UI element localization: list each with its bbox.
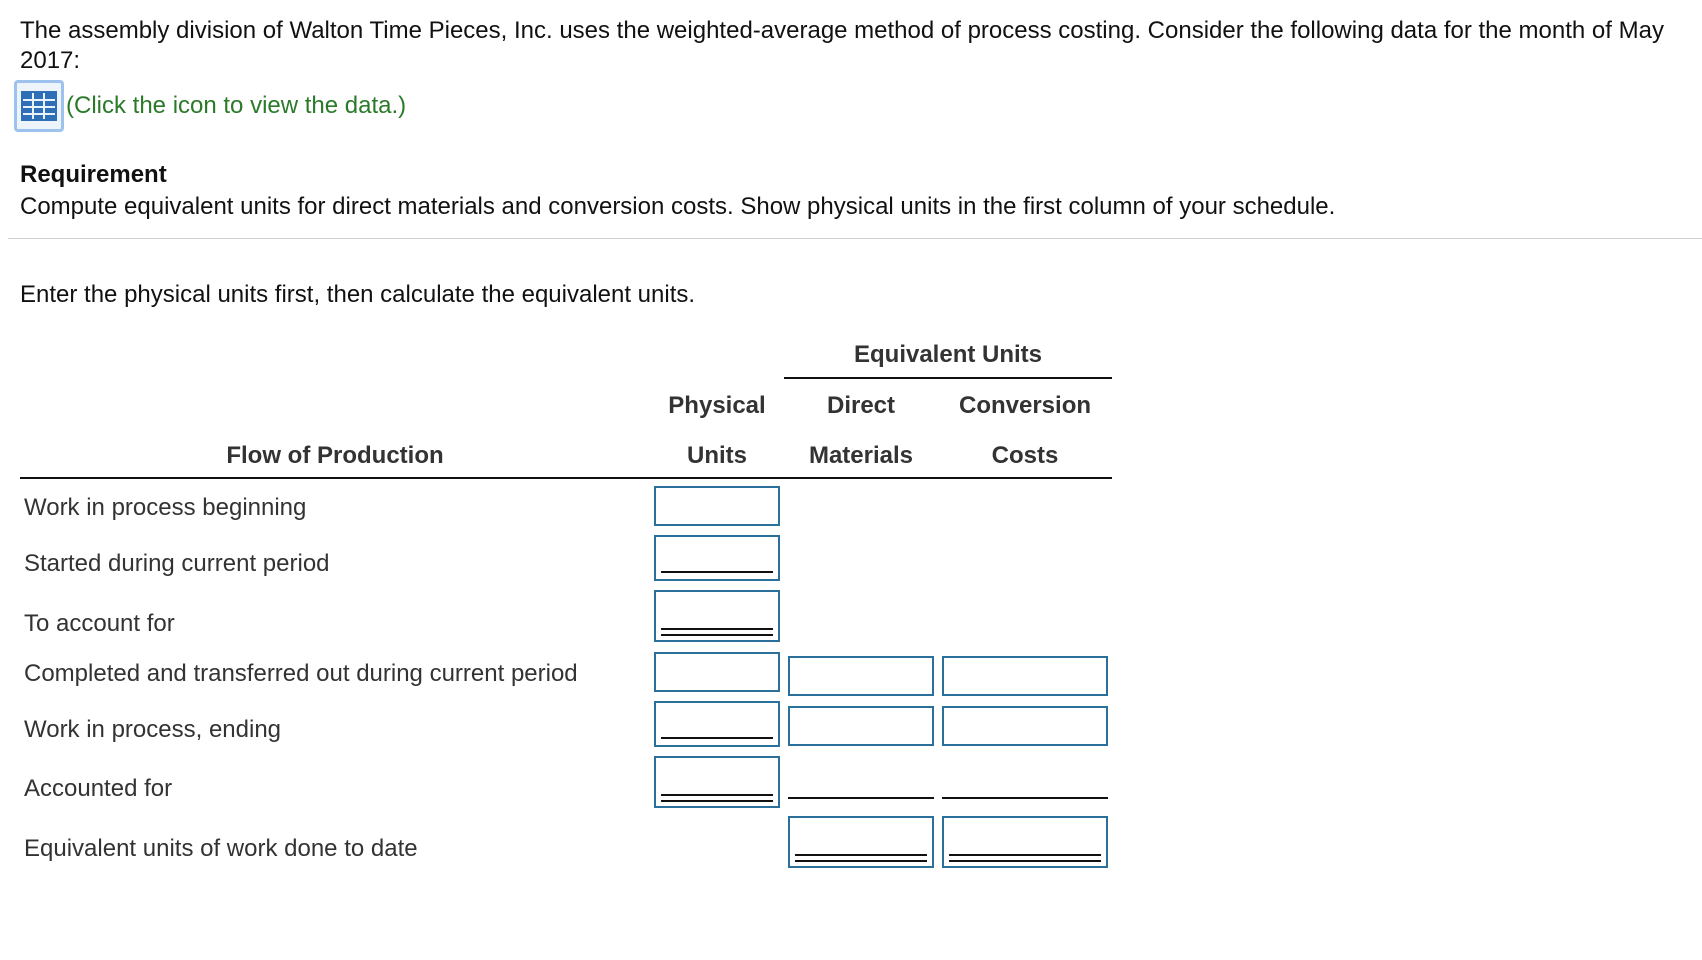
row-label-wip-beginning: Work in process beginning <box>24 494 307 521</box>
conversion-costs-accounted-underline <box>942 797 1108 799</box>
flow-of-production-header: Flow of Production <box>226 442 444 469</box>
conversion-costs-wip-ending-input[interactable] <box>942 706 1108 746</box>
row-label-completed-transferred: Completed and transferred out during current period <box>24 660 578 687</box>
header-rule <box>784 377 1112 379</box>
equivalent-units-header: Equivalent Units <box>853 341 1043 368</box>
instruction-text: Enter the physical units first, then calculate the equivalent units. <box>20 281 696 308</box>
row-label-accounted-for: Accounted for <box>24 775 173 802</box>
physical-units-header-line1: Physical <box>668 392 766 419</box>
view-data-link-text[interactable]: (Click the icon to view the data.) <box>66 92 407 119</box>
row-label-wip-ending: Work in process, ending <box>24 716 282 743</box>
problem-intro: The assembly division of Walton Time Pieces, Inc. uses the weighted-average method of process costing. Consider the following data for the month of May 2017: <box>20 17 1664 74</box>
direct-materials-wip-ending-input[interactable] <box>788 706 934 746</box>
data-table-icon[interactable] <box>14 80 64 132</box>
row-label-equivalent-units: Equivalent units of work done to date <box>24 835 418 862</box>
direct-materials-accounted-underline <box>788 797 934 799</box>
direct-materials-equivalent-units-input[interactable] <box>788 816 934 868</box>
physical-units-accounted-for-input[interactable] <box>654 756 780 808</box>
physical-units-to-account-for-input[interactable] <box>654 590 780 642</box>
direct-materials-completed-input[interactable] <box>788 656 934 696</box>
physical-units-header-line2: Units <box>687 442 747 469</box>
row-label-to-account-for: To account for <box>24 610 175 637</box>
physical-units-started-input[interactable] <box>654 535 780 581</box>
conversion-costs-header-line2: Costs <box>991 442 1059 469</box>
requirement-text: Compute equivalent units for direct materials and conversion costs. Show physical units in the first column of your schedule. <box>20 193 1336 220</box>
requirement-title: Requirement <box>20 161 167 188</box>
physical-units-completed-input[interactable] <box>654 652 780 692</box>
conversion-costs-completed-input[interactable] <box>942 656 1108 696</box>
row-label-started: Started during current period <box>24 550 330 577</box>
section-divider <box>8 238 1702 239</box>
physical-units-wip-ending-input[interactable] <box>654 701 780 747</box>
conversion-costs-equivalent-units-input[interactable] <box>942 816 1108 868</box>
direct-materials-header-line1: Direct <box>826 392 896 419</box>
direct-materials-header-line2: Materials <box>808 442 914 469</box>
view-data-link[interactable] <box>14 80 406 132</box>
conversion-costs-header-line1: Conversion <box>958 392 1092 419</box>
physical-units-wip-beginning-input[interactable] <box>654 486 780 526</box>
table-header-rule <box>20 477 1112 479</box>
